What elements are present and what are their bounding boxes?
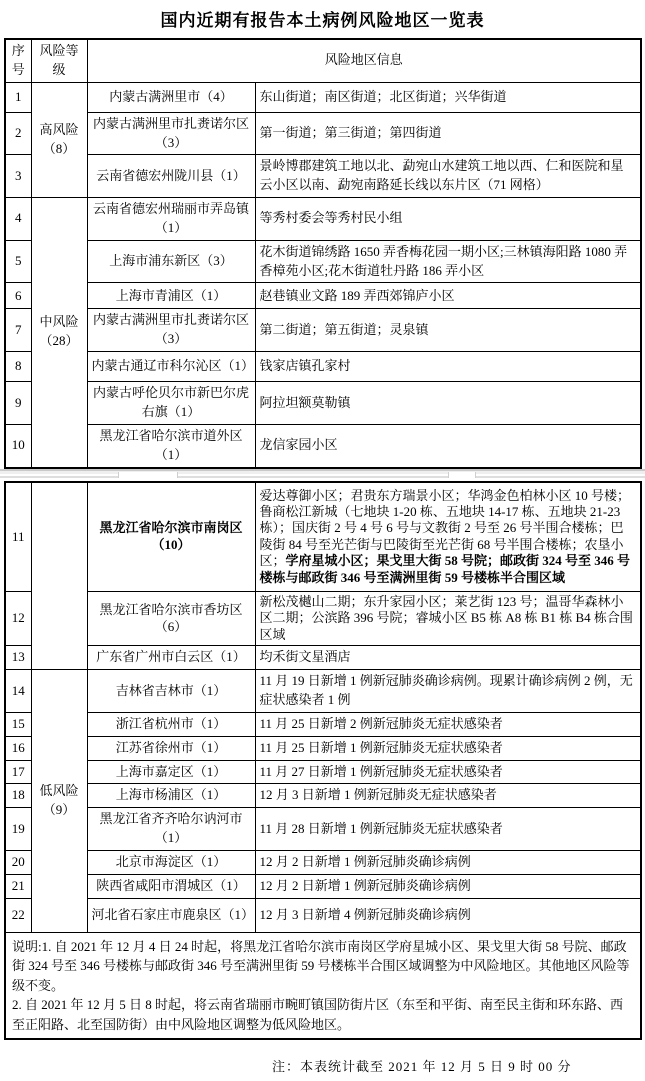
table-row — [5, 760, 641, 784]
row-area: 云南省德宏州陇川县（1） — [87, 155, 255, 198]
row-no: 7 — [5, 309, 31, 352]
page-title: 国内近期有报告本土病例风险地区一览表 — [160, 11, 485, 30]
row-area: 黑龙江省哈尔滨市南岗区（10） — [87, 482, 255, 592]
table-row — [5, 309, 641, 352]
row-no: 6 — [5, 283, 31, 309]
risk-table-segment-1 — [4, 38, 642, 469]
row-detail: 赵巷镇业文路 189 弄西郊锦庐小区 — [255, 283, 641, 309]
row-area: 上海市杨浦区（1） — [87, 784, 255, 808]
row-detail: 龙信家园小区 — [255, 424, 641, 467]
row-detail: 11 月 25 日新增 2 例新冠肺炎无症状感染者 — [255, 712, 641, 736]
row-detail: 阿拉坦额莫勒镇 — [255, 382, 641, 425]
row-no: 3 — [5, 155, 31, 198]
risk-level-low-cell: 低风险（9） — [31, 670, 87, 933]
table-row — [5, 850, 641, 874]
row-no: 19 — [5, 808, 31, 851]
row-detail-text: 爱达尊御小区；君贵东方瑞景小区；华鸿金色柏林小区 10 号楼；鲁商松江新城（七地块 1-20 栋、五地块 14-17 栋、五地块 21-23 栋）；国庆街 2 号 4 号 6 号与文教街 2 号至 26 号半围合楼栋；巴陵街 84 号至光芒街与巴陵街至光芒街 68 号半围合楼栋；农垦小区； — [259, 487, 631, 569]
row-no: 16 — [5, 736, 31, 760]
row-no: 22 — [5, 898, 31, 932]
row-detail: 东山街道；南区街道；北区街道；兴华街道 — [255, 82, 641, 112]
note-1: 说明:1. 自 2021 年 12 月 4 日 24 时起，将黑龙江省哈尔滨市南岗区学府星城小区、果戈里大街 58 号院、邮政街 324 号至 346 号楼栋与邮政街 346 号至满洲里街 59 号楼栋半合围区域调整为中风险地区。其他地区风险等级不变。 — [12, 938, 630, 993]
risk-level-high-cell: 高风险（8） — [31, 82, 87, 197]
row-area: 上海市浦东新区（3） — [87, 240, 255, 283]
row-area: 内蒙古满洲里市扎赉诺尔区（3） — [87, 309, 255, 352]
table-row — [5, 352, 641, 382]
table-row — [5, 898, 641, 932]
row-no: 14 — [5, 670, 31, 713]
row-area: 内蒙古满洲里市扎赉诺尔区（3） — [87, 112, 255, 155]
row-detail: 新松茂樾山二期；东升家园小区；莱艺街 123 号；温哥华森林小区二期；公滨路 396 号院；睿城小区 B5 栋 A8 栋 B1 栋 B4 栋合围区域 — [255, 592, 641, 646]
table-row — [5, 646, 641, 670]
row-no: 1 — [5, 82, 31, 112]
row-no: 20 — [5, 850, 31, 874]
row-no: 17 — [5, 760, 31, 784]
row-area: 上海市嘉定区（1） — [87, 760, 255, 784]
row-area: 内蒙古满洲里市（4） — [87, 82, 255, 112]
row-area: 江苏省徐州市（1） — [87, 736, 255, 760]
row-no: 4 — [5, 198, 31, 241]
table-row — [5, 874, 641, 898]
row-no: 2 — [5, 112, 31, 155]
row-detail: 等秀村委会等秀村民小组 — [255, 198, 641, 241]
table-row — [5, 482, 641, 592]
row-no: 10 — [5, 424, 31, 467]
table-row — [5, 82, 641, 112]
seam-notch — [118, 472, 178, 478]
risk-table-segment-2 — [4, 481, 642, 1041]
row-detail: 11 月 19 日新增 1 例新冠肺炎确诊病例。现累计确诊病例 2 例，无症状感染者 1 例 — [255, 670, 641, 713]
row-area: 上海市青浦区（1） — [87, 283, 255, 309]
row-area: 陕西省咸阳市渭城区（1） — [87, 874, 255, 898]
row-area: 黑龙江省哈尔滨市道外区（1） — [87, 424, 255, 467]
notes-row — [5, 932, 641, 1039]
row-detail: 12 月 3 日新增 4 例新冠肺炎确诊病例 — [255, 898, 641, 932]
row-area: 内蒙古通辽市科尔沁区（1） — [87, 352, 255, 382]
row-detail: 第一街道；第三街道；第四街道 — [255, 112, 641, 155]
risk-level-cell-continuation — [31, 482, 87, 670]
table-row — [5, 112, 641, 155]
row-detail: 第二街道；第五街道；灵泉镇 — [255, 309, 641, 352]
row-detail-bold-text: 学府星城小区；果戈里大街 58 号院；邮政街 324 号至 346 号楼栋与邮政街 346 号至满洲里街 59 号楼栋半合围区域 — [259, 553, 631, 585]
table-row — [5, 382, 641, 425]
row-area: 黑龙江省哈尔滨市香坊区（6） — [87, 592, 255, 646]
table-row — [5, 283, 641, 309]
row-detail — [255, 482, 641, 592]
table-row — [5, 424, 641, 467]
table-row — [5, 712, 641, 736]
table-row — [5, 736, 641, 760]
seam-notch — [448, 472, 476, 478]
row-detail: 景岭博郡建筑工地以北、勐宛山水建筑工地以西、仁和医院和星云小区以南、勐宛南路延长线以东片区（71 网格） — [255, 155, 641, 198]
row-area: 黑龙江省齐齐哈尔讷河市（1） — [87, 808, 255, 851]
note-2: 2. 自 2021 年 12 月 5 日 8 时起，将云南省瑞丽市畹町镇国防街片区（东至和平街、南至民主街和环东路、西至正阳路、北至国防街）由中风险地区调整为低风险地区。 — [12, 997, 624, 1032]
row-no: 8 — [5, 352, 31, 382]
row-area: 北京市海淀区（1） — [87, 850, 255, 874]
row-detail: 12 月 2 日新增 1 例新冠肺炎确诊病例 — [255, 850, 641, 874]
table-row — [5, 808, 641, 851]
row-detail: 花木街道锦绣路 1650 弄香梅花园一期小区;三林镇海阳路 1080 弄香樟苑小区;花木街道牡丹路 186 弄小区 — [255, 240, 641, 283]
row-area: 内蒙古呼伦贝尔市新巴尔虎右旗（1） — [87, 382, 255, 425]
header-level: 风险等级 — [31, 39, 87, 82]
row-no: 15 — [5, 712, 31, 736]
row-area: 吉林省吉林市（1） — [87, 670, 255, 713]
row-detail: 11 月 27 日新增 1 例新冠肺炎无症状感染者 — [255, 760, 641, 784]
row-area: 广东省广州市白云区（1） — [87, 646, 255, 670]
row-detail: 钱家店镇孔家村 — [255, 352, 641, 382]
row-no: 21 — [5, 874, 31, 898]
table-row — [5, 784, 641, 808]
table-header-row — [5, 39, 641, 82]
row-area: 河北省石家庄市鹿泉区（1） — [87, 898, 255, 932]
row-no: 12 — [5, 592, 31, 646]
row-detail: 11 月 28 日新增 1 例新冠肺炎无症状感染者 — [255, 808, 641, 851]
table-row — [5, 670, 641, 713]
table-row — [5, 198, 641, 241]
row-area: 浙江省杭州市（1） — [87, 712, 255, 736]
risk-level-medium-cell: 中风险（28） — [31, 198, 87, 468]
row-no: 5 — [5, 240, 31, 283]
table-row — [5, 155, 641, 198]
notes-cell — [5, 932, 641, 1039]
screenshot-seam — [0, 469, 645, 481]
row-no: 11 — [5, 482, 31, 592]
row-no: 18 — [5, 784, 31, 808]
statistics-cutoff-note: 注：本表统计截至 2021 年 12 月 5 日 9 时 00 分 — [272, 1059, 572, 1075]
row-detail: 12 月 3 日新增 1 例新冠肺炎无症状感染者 — [255, 784, 641, 808]
row-no: 13 — [5, 646, 31, 670]
row-detail: 11 月 25 日新增 1 例新冠肺炎无症状感染者 — [255, 736, 641, 760]
header-info: 风险地区信息 — [87, 39, 641, 82]
header-no: 序号 — [5, 39, 31, 82]
table-row — [5, 592, 641, 646]
row-area: 云南省德宏州瑞丽市弄岛镇（1） — [87, 198, 255, 241]
row-detail: 12 月 2 日新增 1 例新冠肺炎确诊病例 — [255, 874, 641, 898]
table-row — [5, 240, 641, 283]
row-no: 9 — [5, 382, 31, 425]
row-detail: 均禾街文星酒店 — [255, 646, 641, 670]
